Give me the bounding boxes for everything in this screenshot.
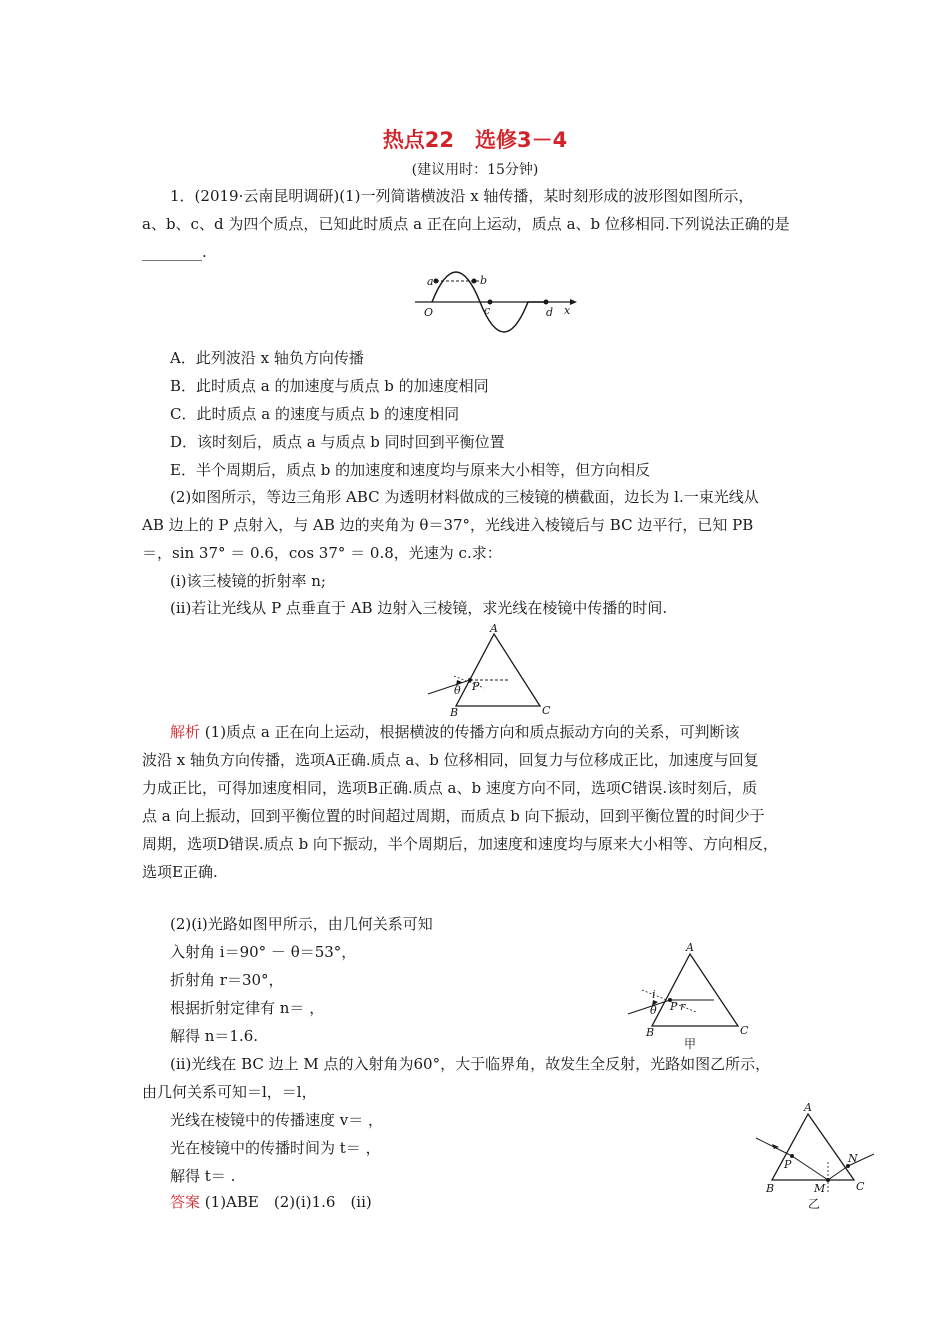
yi-label-m: M (814, 1182, 826, 1195)
answer-label: 答案 (170, 1193, 201, 1211)
analysis-line-3: 力成正比，可得加速度相同，选项B正确.质点 a、b 速度方向不同，选项C错误.该时刻后，质 (142, 779, 758, 797)
q2-sub-2: (ii)若让光线从 P 点垂直于 AB 边射入三棱镜，求光线在棱镜中传播的时间. (170, 599, 668, 617)
analysis-line-5: 周期，选项D错误.质点 b 向下振动，半个周期后，加速度和速度均与原来大小相等、方向相反， (142, 835, 778, 853)
wave-label-d: d (546, 306, 554, 319)
jia-label-i: i (652, 988, 656, 1001)
prism-label-a: A (490, 622, 498, 635)
wave-label-c: c (484, 304, 491, 317)
jia-label-p: P (670, 1000, 678, 1013)
prism-label-theta: θ (454, 684, 461, 697)
jia-caption: 甲 (684, 1037, 697, 1050)
yi-label-p: P (784, 1158, 792, 1171)
figure-jia (622, 940, 762, 1050)
analysis-line-2: 波沿 x 轴负方向传播，选项A正确.质点 a、b 位移相同，回复力与位移成正比，加速度与回复 (142, 751, 759, 769)
prism-label-b: B (450, 706, 459, 716)
analysis-line-4: 点 a 向上振动，回到平衡位置的时间超过周期，而质点 b 向下振动，回到平衡位置的时间少于 (142, 807, 765, 825)
option-c: C．此时质点 a 的速度与质点 b 的速度相同 (170, 405, 460, 423)
option-b: B．此时质点 a 的加速度与质点 b 的加速度相同 (170, 377, 489, 395)
option-d: D．该时刻后，质点 a 与质点 b 同时回到平衡位置 (170, 433, 505, 451)
analysis-p3-3: 光线在棱镜中的传播速度 v＝ ， (170, 1111, 384, 1129)
figure-yi (752, 1096, 882, 1214)
analysis-p2-3: 折射角 r＝30°， (170, 971, 284, 989)
q1-line-3: ________. (142, 243, 207, 261)
analysis-line-1: (1)质点 a 正在向上运动，根据横波的传播方向和质点振动方向的关系，可判断该 (204, 723, 740, 741)
wave-label-a: a (427, 275, 434, 288)
q2-line-2: AB 边上的 P 点射入，与 AB 边的夹角为 θ＝37°，光线进入棱镜后与 BC 边平行，已知 PB (142, 516, 754, 534)
page-title: 热点22 选修3－4 (382, 128, 568, 152)
q2-line-1: (2)如图所示，等边三角形 ABC 为透明材料做成的三棱镜的横截面，边长为 l.一束光线从 (170, 488, 759, 506)
option-a: A．此列波沿 x 轴负方向传播 (170, 349, 364, 367)
analysis-p3-2: 由几何关系可知＝l，＝l， (142, 1083, 317, 1101)
q1-line-2: a、b、c、d 为四个质点，已知此时质点 a 正在向上运动，质点 a、b 位移相同.下列说法正确的是 (142, 215, 790, 233)
q2-sub-1: (i)该三棱镜的折射率 n; (170, 572, 326, 590)
wave-label-x: x (564, 304, 571, 317)
option-e: E．半个周期后，质点 b 的加速度和速度均与原来大小相等，但方向相反 (170, 461, 651, 479)
yi-caption: 乙 (808, 1197, 821, 1211)
analysis-label: 解析 (170, 723, 201, 741)
yi-label-b: B (766, 1182, 775, 1195)
analysis-p3-4: 光在棱镜中的传播时间为 t＝ ， (170, 1139, 381, 1157)
analysis-p3-1: (ii)光线在 BC 边上 M 点的入射角为60°，大于临界角，故发生全反射，光路如图乙所示， (170, 1055, 771, 1073)
yi-label-a: A (804, 1101, 812, 1114)
analysis-p2-2: 入射角 i＝90° － θ＝53°， (170, 943, 357, 961)
prism-label-p: P (472, 680, 480, 693)
analysis-line-6: 选项E正确. (142, 863, 218, 881)
suggested-time: (建议用时：15分钟) (411, 162, 539, 178)
q2-line-3: ＝，sin 37° ＝ 0.6，cos 37° ＝ 0.8，光速为 c.求： (142, 544, 502, 562)
analysis-p2-4: 根据折射定律有 n＝ ， (170, 999, 325, 1017)
jia-label-b: B (646, 1026, 655, 1039)
wave-figure (410, 262, 580, 354)
jia-label-theta: θ (650, 1004, 657, 1017)
jia-label-r: r (680, 1000, 686, 1013)
jia-label-a: A (686, 941, 694, 954)
wave-label-o: O (424, 306, 434, 319)
analysis-p2-1: (2)(i)光路如图甲所示，由几何关系可知 (170, 915, 433, 933)
prism-label-c: C (542, 704, 551, 716)
prism-figure (422, 622, 562, 716)
analysis-p3-5: 解得 t＝ . (170, 1167, 236, 1185)
analysis-p2-5: 解得 n＝1.6. (170, 1027, 259, 1045)
wave-label-b: b (480, 274, 488, 287)
jia-label-c: C (740, 1024, 749, 1037)
answer-text: (1)ABE (2)(i)1.6 (ii) (204, 1193, 372, 1211)
yi-label-c: C (856, 1180, 865, 1193)
yi-label-n: N (848, 1152, 858, 1165)
q1-line-1: 1．(2019·云南昆明调研)(1)一列简谐横波沿 x 轴传播，某时刻形成的波形图如图所示， (170, 187, 754, 205)
